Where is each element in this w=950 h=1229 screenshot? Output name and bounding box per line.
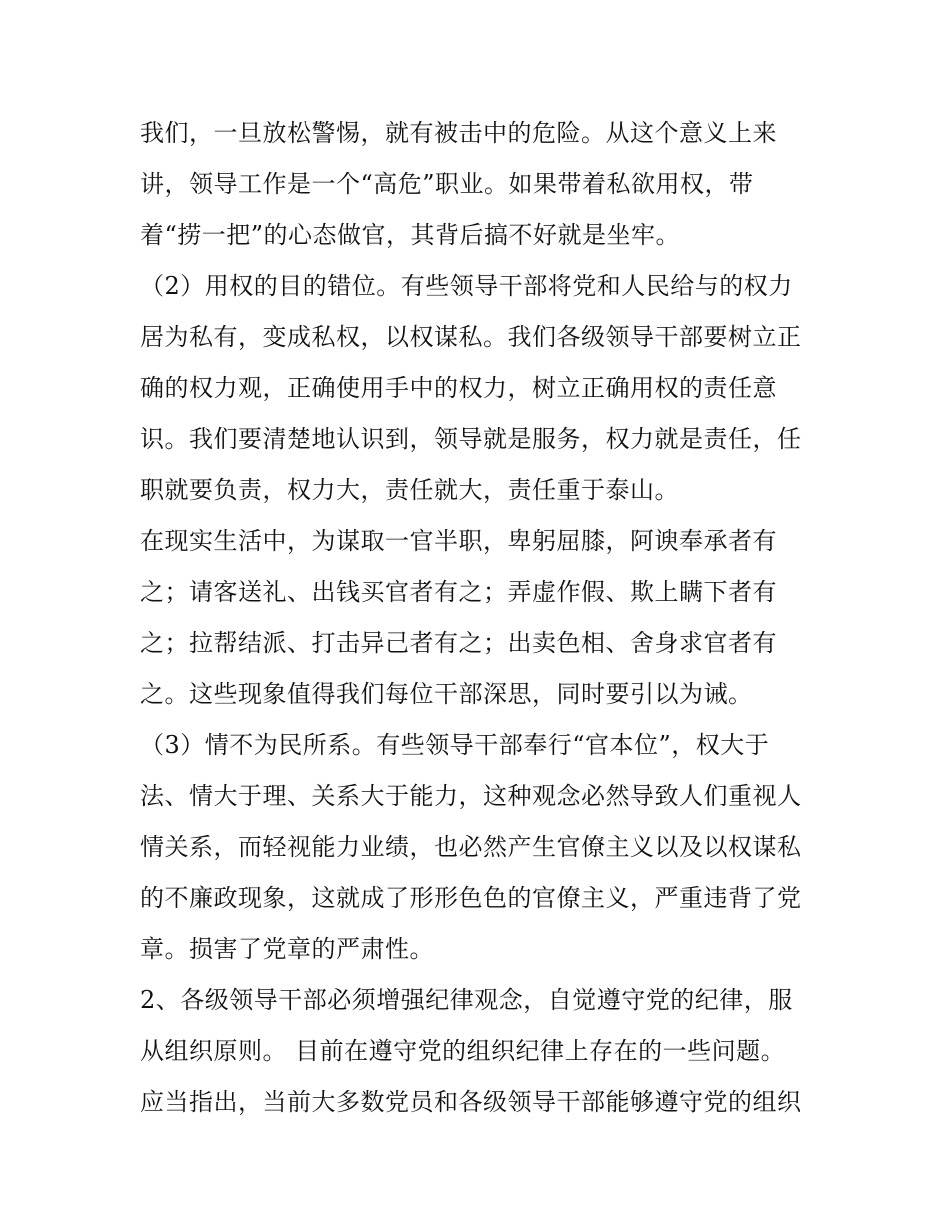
body-text <box>140 108 820 1128</box>
text-line: 着“捞一把”的心态做官，其背后搞不好就是坐牢。 <box>140 221 681 249</box>
text-line: （2）用权的目的错位。有些领导干部将党和人民给与的权力 <box>140 272 793 300</box>
text-line: 之；拉帮结派、打击异己者有之；出卖色相、舍身求官者有 <box>140 629 777 657</box>
text-line: （3）情不为民所系。有些领导干部奉行“官本位”，权大于 <box>140 731 770 759</box>
text-line: 2、各级领导干部必须增强纪律观念，自觉遵守党的纪律，服 <box>140 986 793 1014</box>
text-line: 职就要负责，权力大，责任就大，责任重于泰山。 <box>140 476 679 504</box>
text-line: 章。损害了党章的严肃性。 <box>140 935 434 963</box>
text-line: 之。这些现象值得我们每位干部深思，同时要引以为诫。 <box>140 680 753 708</box>
text-line: 讲，领导工作是一个“高危”职业。如果带着私欲用权，带 <box>140 170 754 198</box>
text-line: 识。我们要清楚地认识到，领导就是服务，权力就是责任，任 <box>140 425 802 453</box>
text-line: 情关系，而轻视能力业绩，也必然产生官僚主义以及以权谋私 <box>140 833 802 861</box>
text-line: 从组织原则。 目前在遵守党的组织纪律上存在的一些问题。 <box>140 1037 786 1065</box>
text-line: 在现实生活中，为谋取一官半职，卑躬屈膝，阿谀奉承者有 <box>140 527 777 555</box>
text-line: 确的权力观，正确使用手中的权力，树立正确用权的责任意 <box>140 374 777 402</box>
text-line: 的不廉政现象，这就成了形形色色的官僚主义，严重违背了党 <box>140 884 802 912</box>
text-line: 我们，一旦放松警惕，就有被击中的危险。从这个意义上来 <box>140 119 777 147</box>
text-line: 应当指出，当前大多数党员和各级领导干部能够遵守党的组织 <box>140 1088 802 1116</box>
text-line: 居为私有，变成私权，以权谋私。我们各级领导干部要树立正 <box>140 323 802 351</box>
text-line: 之；请客送礼、出钱买官者有之；弄虚作假、欺上瞒下者有 <box>140 578 777 606</box>
text-line: 法、情大于理、关系大于能力，这种观念必然导致人们重视人 <box>140 782 802 810</box>
